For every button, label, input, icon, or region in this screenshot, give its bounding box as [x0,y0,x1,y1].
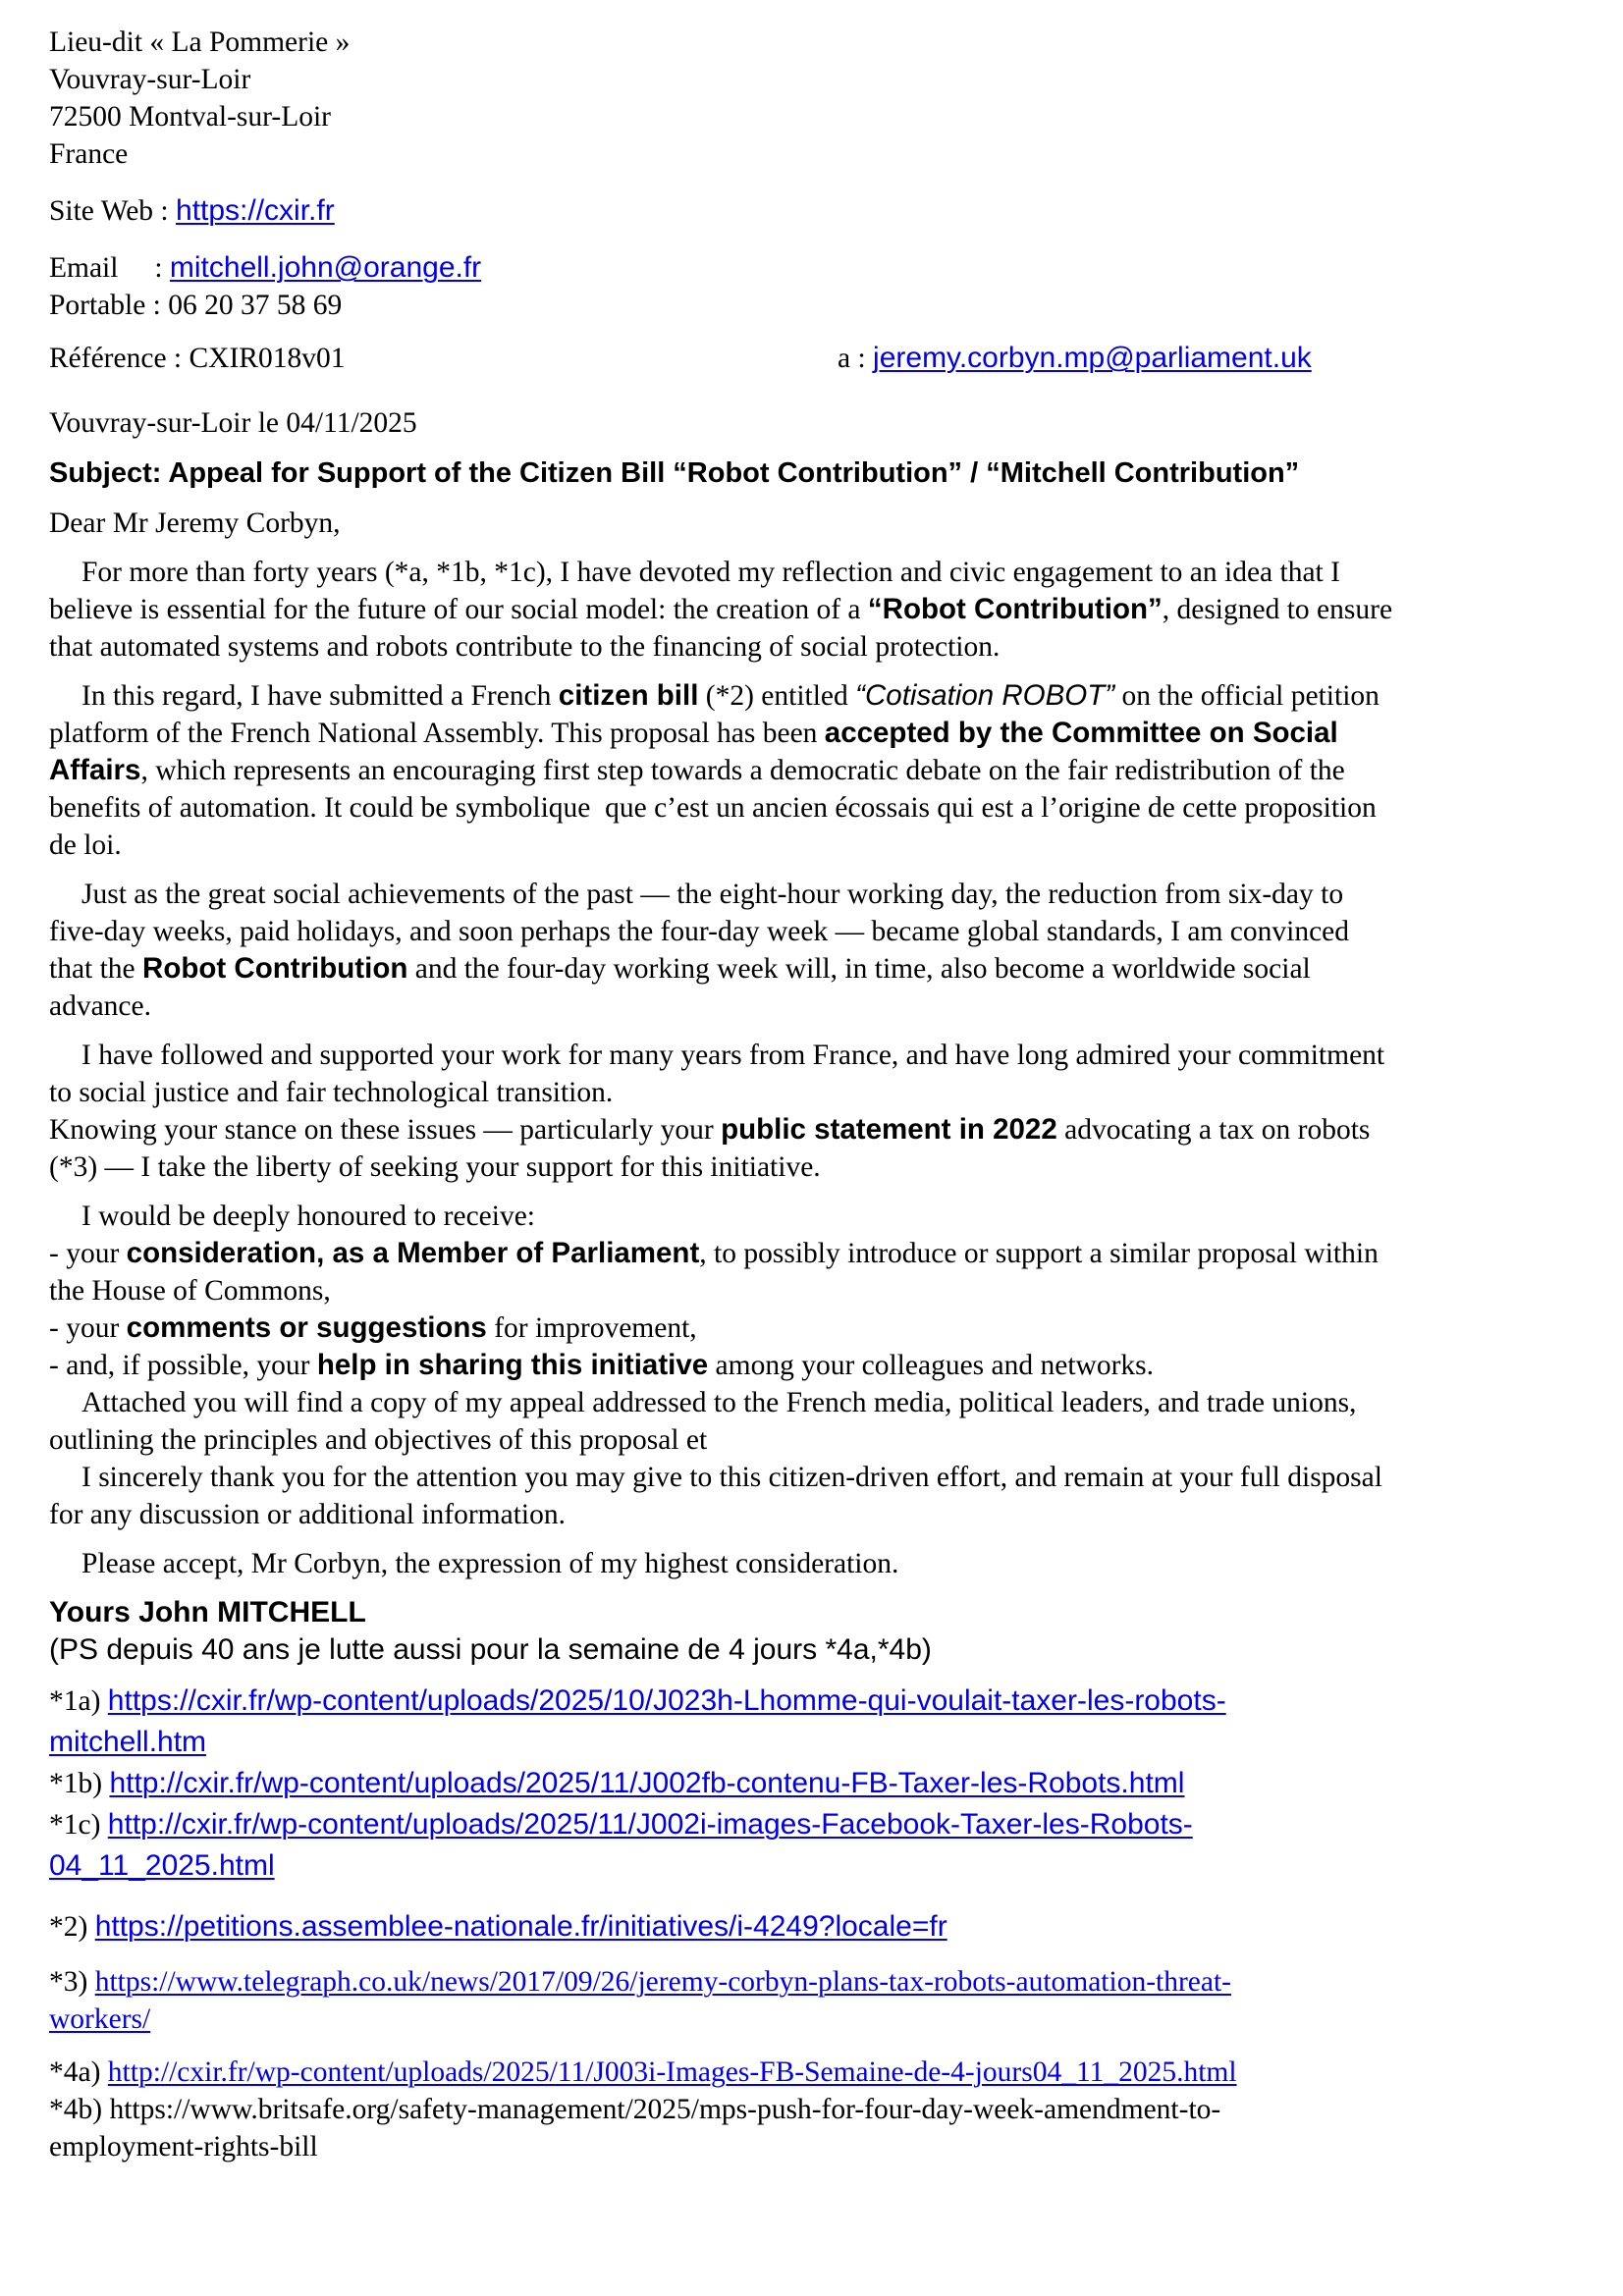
reference-link[interactable]: http://cxir.fr/wp-content/uploads/2025/11/J003i-Images-FB-Semaine-de-4-jours04_11_2025.html [107,2056,1237,2088]
emphasis: citizen bill [558,679,699,712]
body-line [49,950,1581,988]
recipient-label: a : [838,343,874,374]
recipient-block [838,340,1581,377]
date-line: Vouvray-sur-Loir le 04/11/2025 [49,407,417,439]
text: - your [49,1312,127,1344]
emphasis: accepted by the Committee on Social [824,717,1338,749]
reference-1a [49,1681,1581,1722]
reference-1b [49,1763,1581,1804]
reference-label: *4a) [49,2056,108,2088]
reference-1c [49,1804,1581,1845]
body-line: the House of Commons, [49,1275,331,1307]
text: that the [49,953,143,985]
body-line: Attached you will find a copy of my appeal addressed to the French media, political leaders, and trade unions, [81,1387,1357,1418]
sender-address-line: Lieu-dit « La Pommerie » [49,27,351,58]
emphasis: Affairs [49,754,141,786]
reference-3 [49,1963,1581,2001]
reference-4a [49,2054,1581,2091]
text: (*2) entitled [698,680,856,712]
emphasis: help in sharing this initiative [316,1349,709,1381]
salutation: Dear Mr Jeremy Corbyn, [49,507,341,539]
text: - your [49,1238,127,1269]
reference-1c-continued [49,1845,1581,1887]
body-line: to social justice and fair technological transition. [49,1077,614,1108]
reference-3-continued [49,2001,1581,2038]
reference-link[interactable]: https://cxir.fr/wp-content/uploads/2025/10/J023h-Lhomme-qui-voulait-taxer-les-robots- [107,1684,1226,1717]
body-line: I would be deeply honoured to receive: [81,1201,536,1232]
body-line: (*3) — I take the liberty of seeking your support for this initiative. [49,1151,821,1183]
paragraph [49,554,1581,666]
website-link[interactable]: https://cxir.fr [176,194,335,227]
sender-address-line: France [49,138,129,170]
list-item [49,1309,1581,1347]
emphasis: public statement in 2022 [721,1113,1057,1146]
reference-4b: *4b) https://www.britsafe.org/safety-management/2025/mps-push-for-four-day-week-amendment-to- [49,2094,1221,2125]
closing-line: Please accept, Mr Corbyn, the expression of my highest consideration. [81,1548,899,1579]
reference-link[interactable]: http://cxir.fr/wp-content/uploads/2025/11/J002fb-contenu-FB-Taxer-les-Robots.html [109,1767,1185,1799]
text: Knowing your stance on these issues — particularly your [49,1114,722,1146]
text: for improvement, [486,1312,697,1344]
reference-label: *3) [49,1966,95,1998]
body-line: Just as the great social achievements of the past — the eight-hour working day, the reduction from six-day to [81,879,1344,910]
recipient-email-link[interactable]: jeremy.corbyn.mp@parliament.uk [873,342,1312,374]
body-line [49,1111,1581,1148]
text: believe is essential for the future of our social model: the creation of a [49,594,868,625]
text: , which represents an encouraging first step towards a democratic debate on the fair redistribution of the [140,755,1345,786]
reference-2 [49,1906,1581,1948]
body-line [49,677,1581,715]
body-line: outlining the principles and objectives of this proposal et [49,1424,708,1456]
body-line: For more than forty years (*a, *1b, *1c), I have devoted my reflection and civic engagement to an idea that I [81,557,1340,588]
body-line: I have followed and supported your work for many years from France, and have long admired your commitment [81,1040,1385,1071]
text: advocating a tax on robots [1056,1114,1371,1146]
emphasis: “Robot Contribution” [867,593,1163,625]
reference-link[interactable]: http://cxir.fr/wp-content/uploads/2025/11/J002i-images-Facebook-Taxer-les-Robots- [107,1808,1193,1841]
body-line: I sincerely thank you for the attention you may give to this citizen-driven effort, and remain at your full disposal [81,1462,1382,1493]
list-item [49,1347,1581,1384]
body-line [49,591,1581,628]
reference-link[interactable]: 04_11_2025.html [49,1849,275,1882]
references [49,1681,1581,2165]
list-item [49,1235,1581,1272]
body-line: advance. [49,990,151,1022]
paragraph [49,1037,1581,1186]
body-line [49,752,1581,789]
emphasis: comments or suggestions [126,1311,487,1344]
reference-label: *1a) [49,1685,108,1717]
text: , designed to ensure [1162,594,1393,625]
text: , to possibly introduce or support a similar proposal within [699,1238,1379,1269]
reference-label: *1b) [49,1768,110,1799]
reference-label: *1c) [49,1809,108,1841]
reference-link[interactable]: workers/ [49,2003,151,2035]
emphasis: consideration, as a Member of Parliament [126,1237,700,1269]
reference-link[interactable]: https://petitions.assemblee-nationale.fr/initiatives/i-4249?locale=fr [94,1910,947,1943]
text: - and, if possible, your [49,1350,317,1381]
reference-4b-continued: employment-rights-bill [49,2131,318,2163]
reference-link[interactable]: mitchell.htm [49,1726,207,1758]
emphasis: Robot Contribution [142,952,408,985]
body-line: for any discussion or additional information. [49,1499,566,1530]
website-label: Site Web : [49,195,177,227]
body-line: that automated systems and robots contribute to the financing of social protection. [49,631,1001,663]
sender-address-line: Vouvray-sur-Loir [49,64,251,95]
paragraph [49,677,1581,864]
body-line: de loi. [49,829,122,861]
reference-link[interactable]: https://www.telegraph.co.uk/news/2017/09/26/jeremy-corbyn-plans-tax-robots-automation-threat- [94,1966,1232,1998]
sender-address-line: 72500 Montval-sur-Loir [49,101,331,133]
reference-label: Référence : CXIR018v01 [49,343,346,374]
text: among your colleagues and networks. [708,1350,1155,1381]
postscript: (PS depuis 40 ans je lutte aussi pour la semaine de 4 jours *4a,*4b) [49,1633,932,1666]
reference-1a-continued [49,1722,1581,1763]
letter-page [49,0,1581,2165]
sender-email-link[interactable]: mitchell.john@orange.fr [169,251,482,284]
phone-line: Portable : 06 20 37 58 69 [49,290,343,321]
text: on the official petition [1114,680,1380,712]
body-line [49,715,1581,752]
text: platform of the French National Assembly. This proposal has been [49,718,825,749]
email-label: Email : [49,252,170,284]
reference-row [49,340,1581,377]
paragraph [49,876,1581,1025]
bill-title: “Cotisation ROBOT” [855,679,1115,712]
body-line: five-day weeks, paid holidays, and soon perhaps the four-day week — became global standards, I am convinced [49,916,1350,947]
text: In this regard, I have submitted a French [81,680,559,712]
body-line: benefits of automation. It could be symbolique que c’est un ancien écossais qui est a l’origine de cette proposition [49,792,1377,824]
text: and the four-day working week will, in time, also become a worldwide social [407,953,1311,985]
paragraph [49,1198,1581,1533]
signature: Yours John MITCHELL [49,1596,366,1629]
website-line [49,192,1581,230]
subject-line: Subject: Appeal for Support of the Citizen Bill “Robot Contribution” / “Mitchell Contribution” [49,457,1300,489]
email-line [49,249,1581,287]
reference-label: *2) [49,1911,95,1943]
